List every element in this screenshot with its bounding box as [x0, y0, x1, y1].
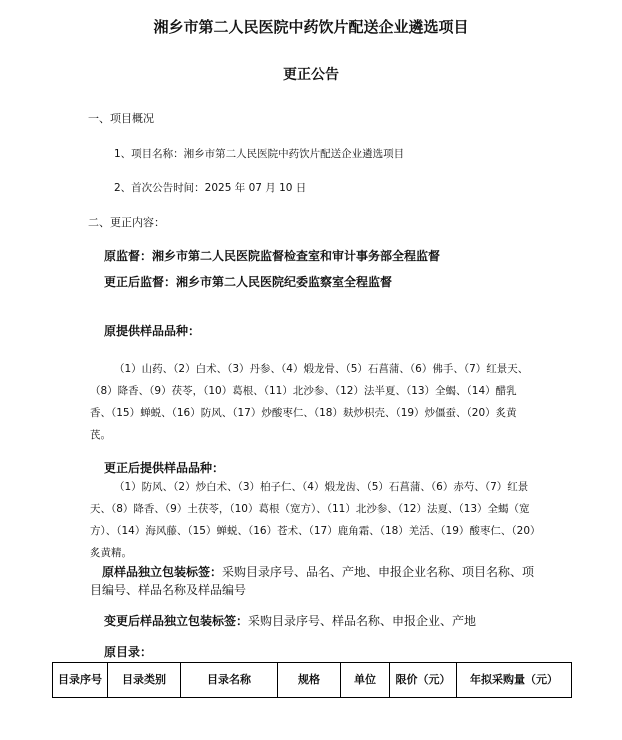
- catalog-table: [52, 662, 572, 698]
- original-package-label-block: [90, 563, 542, 599]
- project-name-line: 1、项目名称：湘乡市第二人民医院中药饮片配送企业遴选项目: [114, 148, 405, 160]
- document-title: 湘乡市第二人民医院中药饮片配送企业遴选项目: [153, 18, 469, 36]
- original-catalog-label: 原目录：: [104, 645, 153, 659]
- new-package-label-block: [104, 612, 476, 629]
- corrected-samples-label: 更正后提供样品品种：: [104, 461, 225, 475]
- col-unit: 单位: [341, 663, 390, 698]
- catalog-table-header-row: [53, 663, 572, 698]
- col-annual-purchase: 年拟采购量（元）: [457, 663, 572, 698]
- new-package-label-title: 变更后样品独立包装标签：: [104, 614, 249, 628]
- corrected-samples-list: （1）防风、（2）炒白术、（3）柏子仁、（4）煅龙齿、（5）石菖蒲、（6）赤芍、（7）红景天、（8）降香、（9）土茯苓，（10）葛根（宽方）、（11）北沙参、（12）法夏、（13）全蝎（宽方）、（14）海风藤、（15）蝉蜕、（16）苍术、（17）鹿角霜、（18）羌活、（19）酸枣仁、（20）炙黄精。: [90, 481, 536, 559]
- original-samples-label: 原提供样品品种：: [104, 324, 201, 338]
- original-package-label-text: 采购目录序号、品名、产地、申报企业名称、项目名称、项目编号、样品名称及样品编号: [90, 565, 535, 597]
- original-samples-list: （1）山药、（2）白术、（3）丹参、（4）煅龙骨、（5）石菖蒲、（6）佛手、（7）红景天、（8）降香、（9）茯苓，（10）葛根、（11）北沙参、（12）法半夏、（13）全蝎、（14）醋乳香、（15）蝉蜕、（16）防风、（17）炒酸枣仁、（18）麸炒枳壳、（19）炒僵蚕、（20）炙黄芪。: [90, 363, 529, 441]
- new-package-label-text: 采购目录序号、样品名称、申报企业、产地: [248, 614, 477, 628]
- original-package-label-title: 原样品独立包装标签：: [102, 565, 223, 579]
- col-price-limit: 限价（元）: [390, 663, 457, 698]
- original-supervision: 原监督：湘乡市第二人民医院监督检查室和审计事务部全程监督: [104, 249, 441, 263]
- section-heading-overview: 一、项目概况: [88, 112, 154, 125]
- col-catalog-no: 目录序号: [53, 663, 108, 698]
- document-subtitle: 更正公告: [283, 67, 339, 83]
- section-heading-correction: 二、更正内容：: [88, 216, 165, 229]
- col-catalog-name: 目录名称: [181, 663, 278, 698]
- col-catalog-category: 目录类别: [108, 663, 181, 698]
- col-spec: 规格: [278, 663, 341, 698]
- corrected-supervision: 更正后监督：湘乡市第二人民医院纪委监察室全程监督: [104, 275, 393, 289]
- first-notice-date-line: 2、首次公告时间：2025 年 07 月 10 日: [114, 182, 307, 194]
